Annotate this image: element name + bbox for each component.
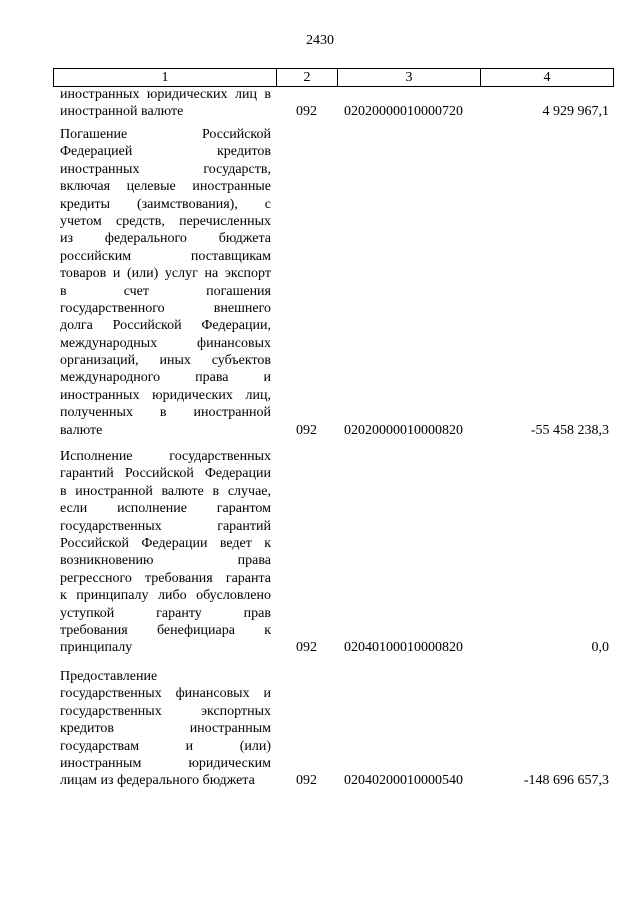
column-header-4: 4 <box>543 70 551 85</box>
row-budget-code: 02020000010000820 <box>344 422 463 438</box>
description-line: Федерацией кредитов <box>60 144 271 160</box>
description-line: товаров и (или) услуг на экспорт <box>60 266 271 282</box>
row-description <box>60 668 271 790</box>
row-code: 092 <box>296 640 317 656</box>
description-line: международного права и <box>60 370 271 386</box>
row-code: 092 <box>296 773 317 789</box>
description-line: требования бенефициара к <box>60 622 271 638</box>
description-line: гарантий Российской Федерации <box>60 466 271 482</box>
row-description <box>60 448 271 657</box>
description-line: государственных экспортных <box>60 703 271 719</box>
row-code: 092 <box>296 422 317 438</box>
description-line: государственного внешнего <box>60 300 271 316</box>
description-line: государственных гарантий <box>60 518 271 534</box>
description-line: иностранных государств, <box>60 161 271 177</box>
row-budget-code: 02020000010000720 <box>344 104 463 120</box>
description-line: кредитов иностранным <box>60 721 271 737</box>
row-amount: 4 929 967,1 <box>542 104 609 120</box>
description-line: государствам и (или) <box>60 738 271 754</box>
column-header-1: 1 <box>54 69 277 86</box>
table-header <box>53 68 614 87</box>
row-budget-code: 02040200010000540 <box>344 773 463 789</box>
row-budget-code: 02040100010000820 <box>344 640 463 656</box>
description-line: уступкой гаранту прав <box>60 605 271 621</box>
description-line: кредиты (заимствования), с <box>60 196 271 212</box>
row-amount: -55 458 238,3 <box>530 422 609 438</box>
description-line: российским поставщикам <box>60 248 271 264</box>
page-number: 2430 <box>306 33 334 48</box>
description-line: включая целевые иностранные <box>60 179 271 195</box>
description-line: организаций, иных субъектов <box>60 353 271 369</box>
description-line: регрессного требования гаранта <box>60 570 271 586</box>
description-line: Погашение Российской <box>60 127 271 142</box>
description-line: лицам из федерального бюджета <box>60 773 255 789</box>
row-description <box>60 126 271 439</box>
description-line: возникновению права <box>60 553 271 569</box>
column-header-2: 2 <box>277 69 338 86</box>
description-line: в счет погашения <box>60 283 271 299</box>
description-line: Предоставление <box>60 669 158 684</box>
description-line: Российской Федерации ведет к <box>60 535 271 551</box>
description-line: иностранных юридических лиц, <box>60 387 271 403</box>
description-line: Исполнение государственных <box>60 449 271 464</box>
description-line: валюте <box>60 422 103 438</box>
description-line: учетом средств, перечисленных <box>60 213 271 229</box>
description-line: из федерального бюджета <box>60 231 271 247</box>
column-header-3: 3 <box>338 69 481 86</box>
description-line: международных финансовых <box>60 335 271 351</box>
row-description <box>60 86 271 121</box>
description-line: иностранным юридическим <box>60 755 271 771</box>
description-line: иностранных юридических лиц в <box>60 87 271 102</box>
description-line: принципалу <box>60 640 133 656</box>
row-amount: 0,0 <box>591 640 609 656</box>
description-line: долга Российской Федерации, <box>60 318 271 334</box>
description-line: полученных в иностранной <box>60 405 271 421</box>
description-line: государственных финансовых и <box>60 686 271 702</box>
description-line: иностранной валюте <box>60 104 184 120</box>
description-line: в иностранной валюте в случае, <box>60 483 271 499</box>
description-line: если исполнение гарантом <box>60 501 271 517</box>
description-line: к принципалу либо обусловлено <box>60 588 271 604</box>
row-code: 092 <box>296 104 317 120</box>
row-amount: -148 696 657,3 <box>523 773 609 789</box>
